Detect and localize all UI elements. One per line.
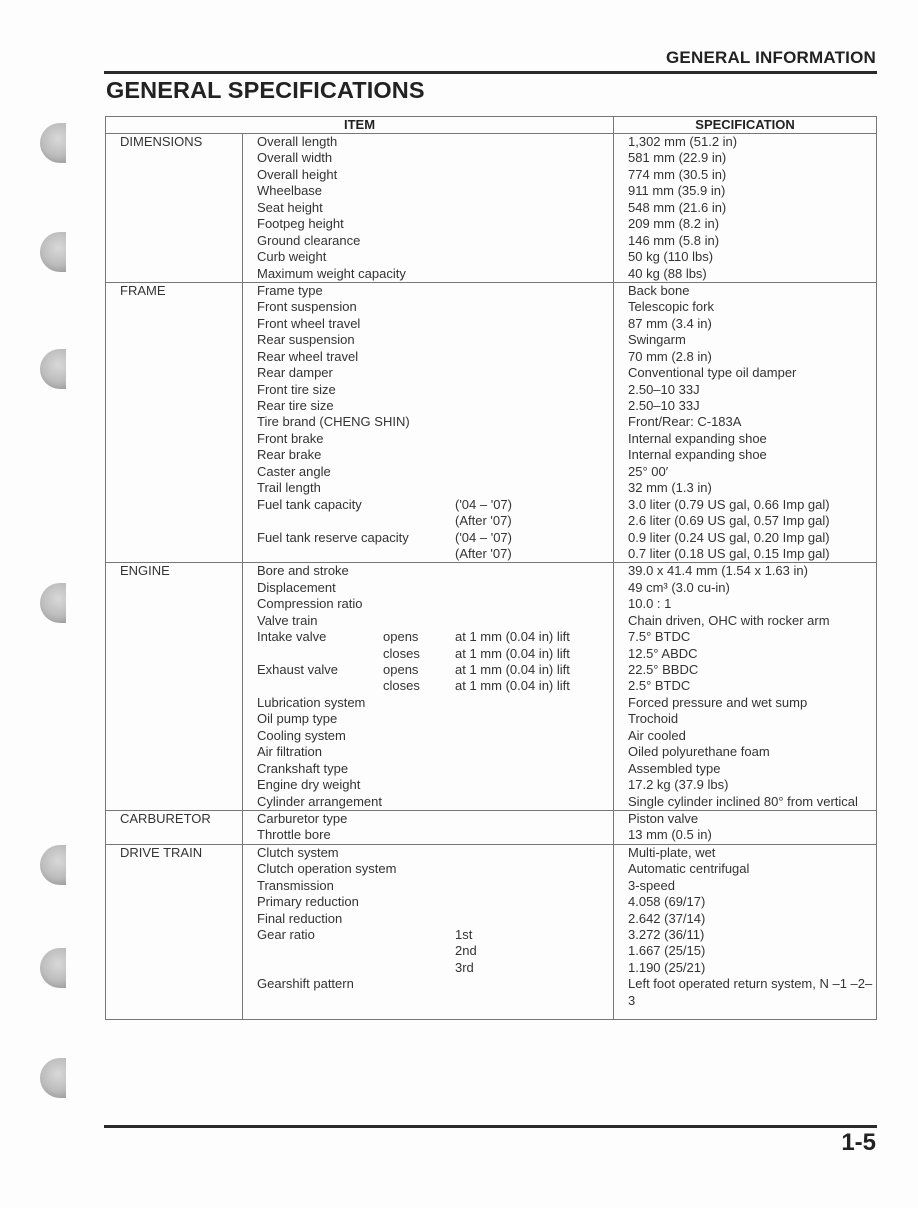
spec-value: 2.5° BTDC <box>628 678 691 694</box>
item-row <box>257 249 613 265</box>
item-row <box>257 134 613 150</box>
item-row <box>257 811 613 827</box>
spec-value: 40 kg (88 lbs) <box>628 265 707 281</box>
item-label: Cylinder arrangement <box>257 793 383 809</box>
item-label: Throttle bore <box>257 827 331 843</box>
item-cell <box>243 134 614 283</box>
item-condition: (After '07) <box>455 513 512 529</box>
specifications-table <box>105 116 877 1020</box>
item-row <box>257 894 613 910</box>
item-sublabel: closes <box>383 678 420 694</box>
item-cell <box>243 563 614 811</box>
item-label <box>257 960 455 976</box>
spec-value: Internal expanding shoe <box>628 447 767 463</box>
item-label: Trail length <box>257 480 321 496</box>
item-row <box>257 216 613 232</box>
spec-value: Left foot operated return system, N –1 –2– <box>628 976 873 992</box>
item-label: Transmission <box>257 877 334 893</box>
spec-value: 70 mm (2.8 in) <box>628 348 712 364</box>
column-header-specification: SPECIFICATION <box>614 117 877 134</box>
table-group-drive-train <box>106 844 877 1019</box>
spec-value: 0.7 liter (0.18 US gal, 0.15 Imp gal) <box>628 545 830 561</box>
table-body <box>106 134 877 1020</box>
spec-cell <box>614 844 877 1019</box>
binder-hole-icon <box>40 948 66 988</box>
header-divider <box>104 71 877 74</box>
item-label: Fuel tank capacity <box>257 496 362 512</box>
item-sublabel: opens <box>383 662 419 677</box>
item-label: Carburetor type <box>257 810 348 826</box>
page-title: GENERAL SPECIFICATIONS <box>106 77 425 103</box>
spec-value: 25° 00′ <box>628 463 669 479</box>
item-row <box>257 233 613 249</box>
item-label: Rear brake <box>257 447 322 463</box>
spec-value: Telescopic fork <box>628 299 714 315</box>
item-row <box>257 365 613 381</box>
spec-value: Piston valve <box>628 810 699 826</box>
page-number: 1-5 <box>841 1129 876 1156</box>
binder-hole-icon <box>40 845 66 885</box>
item-label: Footpeg height <box>257 216 344 232</box>
item-label: Front wheel travel <box>257 315 361 331</box>
item-row <box>257 266 613 282</box>
spec-value: 209 mm (8.2 in) <box>628 216 720 232</box>
table-group-frame <box>106 282 877 562</box>
spec-value: 2.642 (37/14) <box>628 910 706 926</box>
item-label: Ground clearance <box>257 232 361 248</box>
item-label: Crankshaft type <box>257 760 349 776</box>
item-row <box>257 183 613 199</box>
spec-value: Back bone <box>628 282 690 298</box>
item-condition: at 1 mm (0.04 in) lift <box>455 645 570 661</box>
item-row <box>257 480 613 496</box>
item-row <box>257 530 613 546</box>
spec-value: 2.50–10 33J <box>628 381 700 397</box>
item-row <box>257 398 613 414</box>
item-label: Clutch operation system <box>257 861 397 877</box>
item-row <box>257 993 613 1009</box>
item-row <box>257 431 613 447</box>
item-row <box>257 845 613 861</box>
item-row <box>257 200 613 216</box>
spec-value: Swingarm <box>628 332 686 348</box>
item-row <box>257 316 613 332</box>
item-row <box>257 332 613 348</box>
item-row <box>257 678 613 694</box>
item-row <box>257 711 613 727</box>
spec-value: 3.272 (36/11) <box>628 927 705 942</box>
item-row <box>257 695 613 711</box>
spec-value: Assembled type <box>628 760 721 776</box>
binder-hole-icon <box>40 232 66 272</box>
spec-cell <box>614 134 877 283</box>
item-label: Clutch system <box>257 844 339 860</box>
item-row <box>257 283 613 299</box>
item-row <box>257 744 613 760</box>
spec-value: 12.5° ABDC <box>628 645 698 661</box>
item-row <box>257 646 613 662</box>
item-label <box>257 678 383 694</box>
item-label: Lubrication system <box>257 694 366 710</box>
item-label: Wheelbase <box>257 183 323 199</box>
item-condition: at 1 mm (0.04 in) lift <box>455 678 570 694</box>
item-label: Primary reduction <box>257 894 359 910</box>
item-row <box>257 794 613 810</box>
item-row <box>257 662 613 678</box>
spec-value: 13 mm (0.5 in) <box>628 827 712 843</box>
spec-value: 32 mm (1.3 in) <box>628 480 712 496</box>
binder-hole-icon <box>40 1058 66 1098</box>
item-label: Displacement <box>257 579 336 595</box>
category-label: ENGINE <box>106 563 243 811</box>
spec-value: 10.0 : 1 <box>628 596 672 612</box>
binder-hole-icon <box>40 123 66 163</box>
spec-cell <box>614 563 877 811</box>
binder-hole-icon <box>40 583 66 623</box>
item-cell <box>243 282 614 562</box>
item-row <box>257 447 613 463</box>
item-row <box>257 464 613 480</box>
table-header-row <box>106 117 877 134</box>
spec-value: 7.5° BTDC <box>628 629 691 645</box>
spec-value: 49 cm³ (3.0 cu-in) <box>628 579 730 595</box>
item-row <box>257 878 613 894</box>
item-row <box>257 382 613 398</box>
category-label: FRAME <box>106 282 243 562</box>
item-label: Maximum weight capacity <box>257 265 406 281</box>
item-label: Seat height <box>257 199 323 215</box>
item-label: Final reduction <box>257 910 343 926</box>
spec-value: 2.6 liter (0.69 US gal, 0.57 Imp gal) <box>628 513 830 529</box>
item-row <box>257 728 613 744</box>
item-row <box>257 960 613 976</box>
item-row <box>257 761 613 777</box>
spec-value: 22.5° BBDC <box>628 662 699 677</box>
item-row <box>257 927 613 943</box>
item-label: Front brake <box>257 430 324 446</box>
item-label: Front tire size <box>257 381 336 397</box>
item-label: Front suspension <box>257 299 357 315</box>
item-condition: ('04 – '07) <box>455 496 512 512</box>
item-condition: (After '07) <box>455 545 512 561</box>
item-row <box>257 777 613 793</box>
category-label: CARBURETOR <box>106 810 243 844</box>
table-group-engine <box>106 563 877 811</box>
table-group-carburetor <box>106 810 877 844</box>
item-sublabel: opens <box>383 629 419 645</box>
spec-value: 3.0 liter (0.79 US gal, 0.66 Imp gal) <box>628 496 830 512</box>
item-row <box>257 563 613 579</box>
item-label: Intake valve <box>257 629 327 645</box>
spec-value: Air cooled <box>628 727 686 743</box>
spec-value: 911 mm (35.9 in) <box>628 183 726 199</box>
spec-value: 146 mm (5.8 in) <box>628 232 720 248</box>
item-row <box>257 861 613 877</box>
item-label: Gear ratio <box>257 927 315 942</box>
item-row <box>257 976 613 992</box>
spec-value: 548 mm (21.6 in) <box>628 199 727 215</box>
item-condition: 3rd <box>455 959 474 975</box>
item-row <box>257 827 613 843</box>
spec-value: Multi-plate, wet <box>628 844 716 860</box>
item-label <box>257 546 455 562</box>
spec-cell <box>614 810 877 844</box>
item-row <box>257 497 613 513</box>
spec-value: Oiled polyurethane foam <box>628 744 770 760</box>
spec-value: 3 <box>628 992 636 1008</box>
item-label: Gearshift pattern <box>257 976 354 992</box>
spec-value: 3-speed <box>628 877 675 893</box>
section-header: GENERAL INFORMATION <box>666 48 876 67</box>
spec-value: Front/Rear: C-183A <box>628 414 742 430</box>
item-label <box>257 943 455 959</box>
item-label: Overall length <box>257 134 338 149</box>
spec-cell <box>614 282 877 562</box>
spec-value: Single cylinder inclined 80° from vertical <box>628 793 858 809</box>
item-label <box>257 513 455 529</box>
item-condition: at 1 mm (0.04 in) lift <box>455 629 570 645</box>
item-cell <box>243 844 614 1019</box>
item-row <box>257 596 613 612</box>
item-label: Curb weight <box>257 249 327 265</box>
category-label: DIMENSIONS <box>106 134 243 283</box>
table-group-dimensions <box>106 134 877 283</box>
item-label: Compression ratio <box>257 596 363 612</box>
spec-value: 1.190 (25/21) <box>628 959 706 975</box>
category-label: DRIVE TRAIN <box>106 844 243 1019</box>
spec-value: Chain driven, OHC with rocker arm <box>628 612 830 628</box>
item-row <box>257 513 613 529</box>
item-label: Tire brand (CHENG SHIN) <box>257 414 410 430</box>
item-condition: at 1 mm (0.04 in) lift <box>455 662 570 677</box>
item-label: Frame type <box>257 282 323 298</box>
item-condition: ('04 – '07) <box>455 529 512 545</box>
footer-divider <box>104 1125 877 1128</box>
item-row <box>257 943 613 959</box>
item-sublabel: closes <box>383 645 420 661</box>
item-label: Rear tire size <box>257 398 334 413</box>
spec-value: 581 mm (22.9 in) <box>628 150 727 166</box>
spec-value: Automatic centrifugal <box>628 861 750 877</box>
item-label: Exhaust valve <box>257 662 338 677</box>
item-label: Cooling system <box>257 727 346 743</box>
item-label: Air filtration <box>257 744 323 760</box>
item-label: Rear suspension <box>257 332 355 348</box>
item-label: Engine dry weight <box>257 777 361 793</box>
item-condition: 2nd <box>455 943 477 959</box>
spec-value: Conventional type oil damper <box>628 365 797 381</box>
spec-value: 87 mm (3.4 in) <box>628 315 712 331</box>
item-label: Rear damper <box>257 365 333 381</box>
item-row <box>257 546 613 562</box>
item-row <box>257 150 613 166</box>
item-label: Bore and stroke <box>257 563 349 579</box>
spec-value: 1,302 mm (51.2 in) <box>628 134 738 149</box>
item-row <box>257 414 613 430</box>
spec-value: 0.9 liter (0.24 US gal, 0.20 Imp gal) <box>628 529 830 545</box>
item-row <box>257 613 613 629</box>
item-label: Valve train <box>257 612 318 628</box>
spec-value: 4.058 (69/17) <box>628 894 706 910</box>
spec-value: 2.50–10 33J <box>628 398 700 413</box>
spec-value: Internal expanding shoe <box>628 430 767 446</box>
item-label: Fuel tank reserve capacity <box>257 529 409 545</box>
item-cell <box>243 810 614 844</box>
spec-value: 50 kg (110 lbs) <box>628 249 714 265</box>
spec-value: Forced pressure and wet sump <box>628 694 808 710</box>
column-header-item: ITEM <box>106 117 614 134</box>
item-row <box>257 629 613 645</box>
item-row <box>257 299 613 315</box>
spec-value: 774 mm (30.5 in) <box>628 166 727 182</box>
item-row <box>257 167 613 183</box>
binder-hole-icon <box>40 349 66 389</box>
item-row <box>257 580 613 596</box>
item-row <box>257 349 613 365</box>
item-label: Rear wheel travel <box>257 348 359 364</box>
spec-value: 1.667 (25/15) <box>628 943 706 959</box>
item-label: Oil pump type <box>257 711 338 727</box>
item-label <box>257 646 383 662</box>
item-label: Overall width <box>257 150 333 166</box>
item-label: Overall height <box>257 166 338 182</box>
item-row <box>257 911 613 927</box>
item-label: Caster angle <box>257 463 331 479</box>
spec-value: Trochoid <box>628 711 679 727</box>
item-condition: 1st <box>455 927 473 942</box>
spec-value: 17.2 kg (37.9 lbs) <box>628 777 729 793</box>
spec-value: 39.0 x 41.4 mm (1.54 x 1.63 in) <box>628 563 808 579</box>
